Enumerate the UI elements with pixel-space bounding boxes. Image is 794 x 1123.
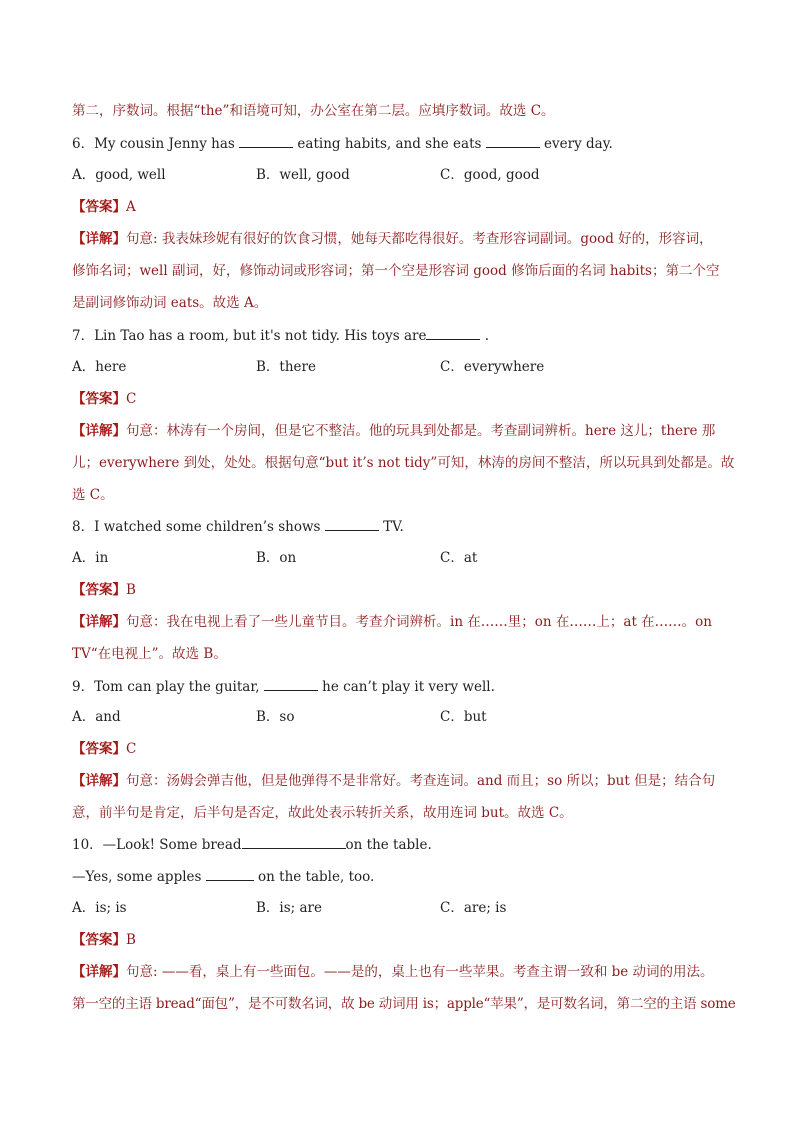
answer-line [72, 932, 732, 948]
option-b: B．on [256, 550, 297, 566]
question-text: 7．Lin Tao has a room, but it's not tidy. His toys are [72, 328, 427, 344]
option-b: B．well, good [256, 167, 350, 183]
option-a: A．here [72, 359, 127, 375]
question-6 [72, 135, 732, 152]
answer-line [72, 741, 732, 757]
detail-text: 意，前半句是肯定，后半句是否定，故此处表示转折关系，故用连词 but。故选 C。 [72, 805, 573, 821]
question-text: on the table, too. [258, 869, 375, 885]
answer-value: C [126, 741, 137, 757]
answer-tag: 【答案】 [72, 391, 126, 407]
detail-line [72, 614, 732, 630]
question-text: every day. [544, 136, 613, 152]
answer-value: A [126, 199, 136, 215]
option-b: B．is; are [256, 900, 322, 916]
detail-text: 句意：我在电视上看了一些儿童节目。考查介词辨析。in 在……里；on 在……上；at 在……。on [126, 614, 713, 630]
detail-text: 句意: 我表妹珍妮有很好的饮食习惯，她每天都吃得很好。考查形容词副词。good 好的，形容词， [126, 231, 713, 247]
detail-text: TV“在电视上”。故选 B。 [72, 646, 227, 662]
detail-line [72, 773, 732, 789]
question-text: 9．Tom can play the guitar, [72, 679, 260, 695]
answer-blank [239, 135, 293, 148]
answer-tag: 【答案】 [72, 199, 126, 215]
question-10-line-2 [72, 868, 732, 885]
detail-text: 第一空的主语 bread“面包”，是不可数名词，故 be 动词用 is；apple“苹果”，是可数名词，第二空的主语 some [72, 996, 736, 1012]
question-text: 8．I watched some children’s shows [72, 519, 321, 535]
detail-tag: 【详解】 [72, 773, 126, 789]
option-a: A．good, well [72, 167, 166, 183]
question-7 [72, 327, 732, 344]
question-text: . [484, 328, 490, 344]
answer-blank [426, 327, 480, 340]
detail-text: 句意: ——看，桌上有一些面包。——是的，桌上也有一些苹果。考查主谓一致和 be 动词的用法。 [126, 964, 714, 980]
option-b: B．there [256, 359, 316, 375]
detail-line [72, 231, 732, 247]
answer-blank [325, 518, 379, 531]
answer-blank [486, 135, 540, 148]
answer-value: B [126, 932, 136, 948]
answer-line [72, 391, 732, 407]
answer-tag: 【答案】 [72, 932, 126, 948]
option-a: A．and [72, 709, 121, 725]
answer-value: C [126, 391, 137, 407]
question-8 [72, 518, 732, 535]
detail-tag: 【详解】 [72, 964, 126, 980]
detail-line [72, 964, 732, 980]
option-c: C．everywhere [440, 359, 545, 375]
option-c: C．are; is [440, 900, 507, 916]
detail-tag: 【详解】 [72, 231, 126, 247]
answer-line [72, 582, 732, 598]
answer-value: B [126, 582, 136, 598]
option-b: B．so [256, 709, 295, 725]
question-text: eating habits, and she eats [297, 136, 482, 152]
detail-text: 是副词修饰动词 eats。故选 A。 [72, 295, 268, 311]
question-text: 10．—Look! Some bread [72, 837, 242, 853]
option-a: A．is; is [72, 900, 127, 916]
answer-tag: 【答案】 [72, 582, 126, 598]
question-10 [72, 836, 732, 853]
detail-text: 句意：林涛有一个房间，但是它不整洁。他的玩具到处都是。考查副词辨析。here 这儿；there 那 [126, 423, 716, 439]
option-c: C．good, good [440, 167, 540, 183]
detail-text: 儿；everywhere 到处，处处。根据句意“but it’s not tidy”可知，林涛的房间不整洁，所以玩具到处都是。故 [72, 455, 735, 471]
detail-text: 句意：汤姆会弹吉他，但是他弹得不是非常好。考查连词。and 而且；so 所以；but 但是；结合句 [126, 773, 716, 789]
detail-text: 选 C。 [72, 487, 114, 503]
option-c: C．but [440, 709, 487, 725]
answer-line [72, 199, 732, 215]
question-text: 6．My cousin Jenny has [72, 136, 235, 152]
question-9 [72, 678, 732, 695]
question-text: he can’t play it very well. [322, 679, 495, 695]
detail-text: 修饰名词；well 副词，好，修饰动词或形容词；第一个空是形容词 good 修饰后面的名词 habits；第二个空 [72, 263, 720, 279]
intro-text: 第二，序数词。根据“the”和语境可知，办公室在第二层。应填序数词。故选 C。 [72, 103, 555, 119]
answer-tag: 【答案】 [72, 741, 126, 757]
answer-blank [264, 678, 318, 691]
question-text: on the table. [345, 837, 432, 853]
question-text: TV. [383, 519, 404, 535]
option-a: A．in [72, 550, 109, 566]
detail-tag: 【详解】 [72, 423, 126, 439]
detail-line [72, 423, 732, 439]
answer-blank [206, 868, 254, 881]
answer-blank [242, 836, 346, 849]
option-c: C．at [440, 550, 478, 566]
question-text: —Yes, some apples [72, 869, 202, 885]
detail-tag: 【详解】 [72, 614, 126, 630]
